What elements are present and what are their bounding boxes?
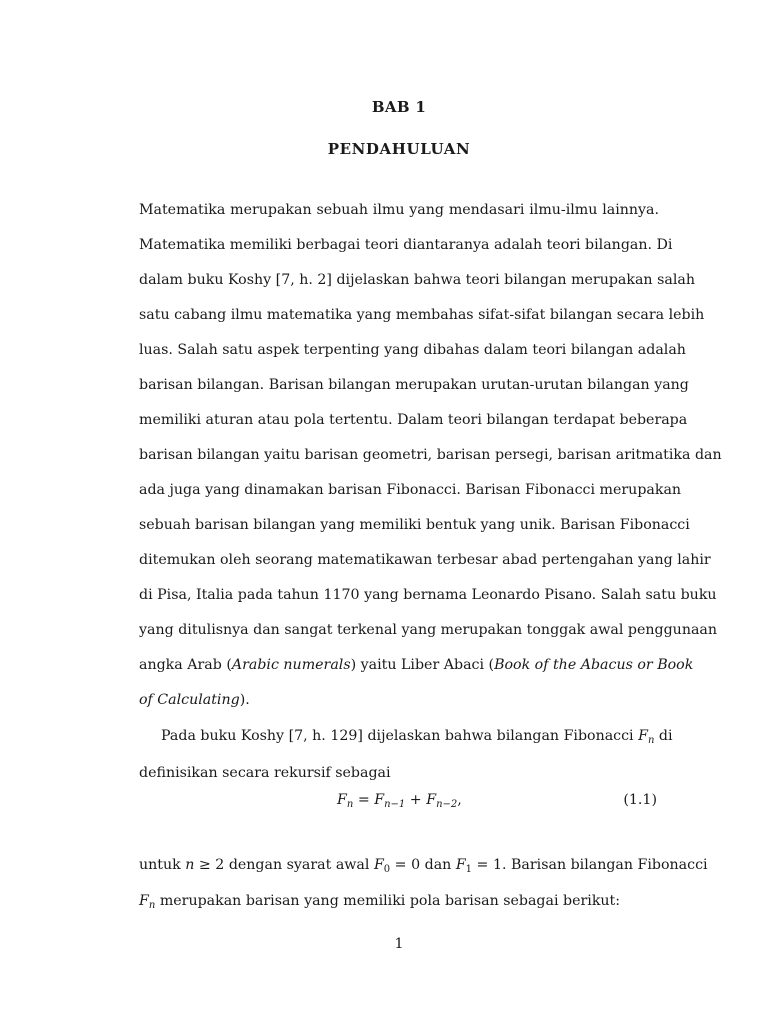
paragraph-line: dalam buku Koshy [7, h. 2] dijelaskan bahwa teori bilangan merupakan salah bbox=[139, 272, 695, 288]
italic-text: Arabic numerals bbox=[231, 657, 351, 673]
paragraph-line: of Calculating). bbox=[139, 692, 250, 708]
paragraph-line: Matematika memiliki berbagai teori diantaranya adalah teori bilangan. Di bbox=[139, 237, 673, 253]
equation-formula: $F_n = F_{n-1} + F_{n-2}$, bbox=[337, 792, 462, 810]
page-number: 1 bbox=[394, 936, 404, 952]
chapter-number: BAB 1 bbox=[371, 98, 427, 116]
paragraph-line: memiliki aturan atau pola tertentu. Dalam teori bilangan terdapat beberapa bbox=[139, 412, 688, 428]
paragraph-line: Matematika merupakan sebuah ilmu yang mendasari ilmu-ilmu lainnya. bbox=[139, 202, 659, 218]
paragraph-line: barisan bilangan yaitu barisan geometri, barisan persegi, barisan aritmatika dan bbox=[139, 447, 722, 463]
paragraph-line: angka Arab (Arabic numerals) yaitu Liber Abaci (Book of the Abacus or Book bbox=[139, 657, 694, 673]
italic-text: Book of the Abacus or Book bbox=[494, 657, 694, 673]
paragraph-line: untuk n ≥ 2 dengan syarat awal $F_0 = 0$ dan $F_1 = 1$. Barisan bilangan Fibonacci bbox=[139, 857, 708, 875]
chapter-title: PENDAHULUAN bbox=[327, 140, 471, 158]
paragraph-line: di Pisa, Italia pada tahun 1170 yang bernama Leonardo Pisano. Salah satu buku bbox=[139, 587, 717, 603]
italic-text: of Calculating bbox=[139, 692, 240, 708]
paragraph-line: Pada buku Koshy [7, h. 129] dijelaskan bahwa bilangan Fibonacci $F_n$ di bbox=[161, 728, 673, 746]
paragraph-line: sebuah barisan bilangan yang memiliki bentuk yang unik. Barisan Fibonacci bbox=[139, 517, 690, 533]
paragraph-line: ditemukan oleh seorang matematikawan terbesar abad pertengahan yang lahir bbox=[139, 552, 711, 568]
math-variable: F bbox=[638, 728, 648, 744]
paragraph-line: barisan bilangan. Barisan bilangan merupakan urutan-urutan bilangan yang bbox=[139, 377, 689, 393]
paragraph-line: definisikan secara rekursif sebagai bbox=[139, 765, 391, 781]
paragraph-line: satu cabang ilmu matematika yang membahas sifat-sifat bilangan secara lebih bbox=[139, 307, 705, 323]
paragraph-line: yang ditulisnya dan sangat terkenal yang merupakan tonggak awal penggunaan bbox=[139, 622, 718, 638]
equation-1-1 bbox=[139, 792, 659, 814]
paragraph-line: ada juga yang dinamakan barisan Fibonacci. Barisan Fibonacci merupakan bbox=[139, 482, 682, 498]
equation-number: (1.1) bbox=[623, 792, 657, 808]
paragraph-line: luas. Salah satu aspek terpenting yang dibahas dalam teori bilangan adalah bbox=[139, 342, 686, 358]
paragraph-line: $F_n$ merupakan barisan yang memiliki pola barisan sebagai berikut: bbox=[139, 893, 621, 911]
